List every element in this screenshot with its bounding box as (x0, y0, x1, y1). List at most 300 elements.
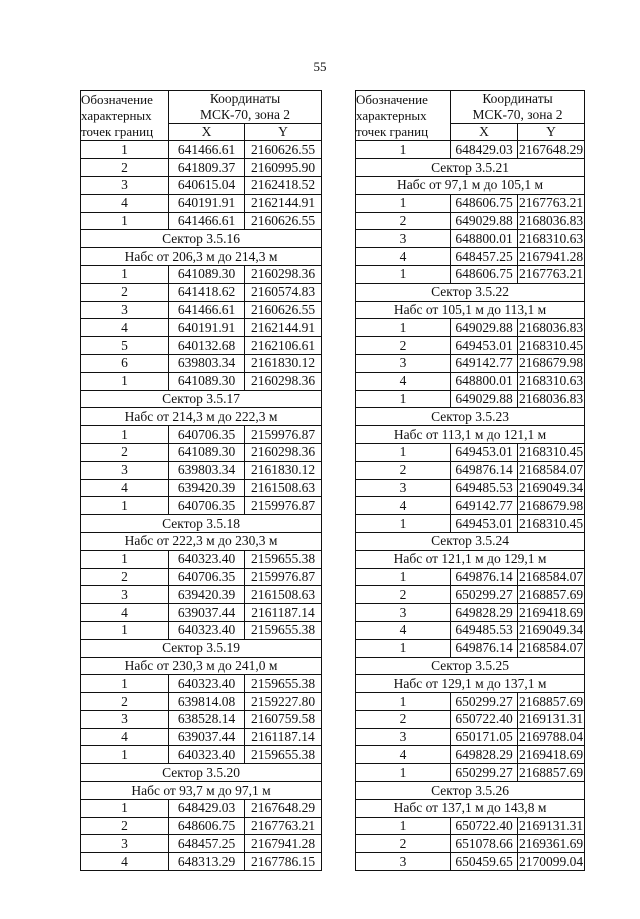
sector-label: Сектор 3.5.21 (356, 159, 585, 177)
table-row (81, 301, 322, 319)
header-designation-line: Обозначение (356, 92, 428, 107)
x-coordinate: 640323.40 (169, 550, 245, 568)
sector-label: Набс от 105,1 м до 113,1 м (356, 301, 585, 319)
x-coordinate: 649876.14 (451, 639, 518, 657)
point-number: 4 (356, 497, 451, 515)
x-coordinate: 651078.66 (451, 835, 518, 853)
sector-label-row (356, 283, 585, 301)
x-coordinate: 640615.04 (169, 176, 245, 194)
sector-label: Набс от 121,1 м до 129,1 м (356, 550, 585, 568)
point-number: 2 (81, 568, 169, 586)
y-coordinate: 2169418.69 (518, 604, 584, 620)
y-coordinate: 2168310.63 (518, 373, 584, 389)
y-coordinate: 2160626.55 (245, 212, 322, 230)
y-coordinate: 2159655.38 (245, 675, 322, 693)
sector-label: Набс от 206,3 м до 214,3 м (81, 248, 322, 266)
table-row (356, 604, 585, 622)
x-coordinate: 648313.29 (169, 853, 245, 871)
page-number: 55 (313, 59, 327, 74)
x-coordinate: 639803.34 (169, 461, 245, 479)
point-number: 2 (356, 835, 451, 853)
header-x: X (169, 123, 245, 141)
y-coordinate: 2167763.21 (245, 817, 322, 835)
point-number: 4 (356, 248, 451, 266)
point-number: 1 (356, 141, 451, 159)
point-number: 5 (81, 337, 169, 355)
x-coordinate: 639037.44 (169, 728, 245, 746)
y-coordinate: 2168857.69 (518, 764, 584, 780)
point-number: 4 (356, 372, 451, 390)
y-coordinate: 2168584.07 (518, 462, 584, 478)
y-coordinate: 2170099.04 (518, 853, 584, 869)
y-coordinate: 2169788.04 (518, 729, 584, 745)
y-coordinate: 2169049.34 (518, 480, 584, 496)
x-coordinate: 650722.40 (451, 817, 518, 835)
sector-label: Сектор 3.5.17 (81, 390, 322, 408)
point-number: 1 (81, 746, 169, 764)
table-row (356, 693, 585, 711)
x-coordinate: 640706.35 (169, 497, 245, 515)
sector-label-row (81, 408, 322, 426)
x-coordinate: 648457.25 (169, 835, 245, 853)
point-number: 1 (81, 799, 169, 817)
y-coordinate: 2169131.31 (518, 818, 584, 834)
sector-label-row (356, 782, 585, 800)
x-coordinate: 648800.01 (451, 230, 518, 248)
y-coordinate: 2160298.36 (245, 372, 322, 390)
header-designation (81, 91, 169, 141)
header-coordinates (169, 91, 322, 124)
point-number: 1 (356, 693, 451, 711)
point-number: 4 (81, 319, 169, 337)
point-number: 4 (81, 479, 169, 497)
table-row (81, 337, 322, 355)
y-coordinate: 2160298.36 (245, 443, 322, 461)
sector-label-row (356, 408, 585, 426)
y-coordinate: 2159227.80 (245, 693, 322, 711)
x-coordinate: 648800.01 (451, 372, 518, 390)
sector-label: Сектор 3.5.19 (81, 639, 322, 657)
table-row (356, 835, 585, 853)
x-coordinate: 640706.35 (169, 426, 245, 444)
y-coordinate: 2168310.63 (518, 230, 584, 246)
table-row (356, 461, 585, 479)
x-coordinate: 649142.77 (451, 497, 518, 515)
point-number: 2 (81, 693, 169, 711)
header-designation (356, 91, 451, 141)
sector-label-row (81, 248, 322, 266)
table-row (356, 354, 585, 372)
table-row (81, 479, 322, 497)
table-row (356, 372, 585, 390)
x-coordinate: 641418.62 (169, 283, 245, 301)
x-coordinate: 648606.75 (451, 194, 518, 212)
header-coordinates-line: Координаты (209, 91, 281, 106)
header-designation-line: Обозначение (81, 92, 153, 107)
sector-label-row (81, 532, 322, 550)
y-coordinate: 2162144.91 (245, 194, 322, 212)
y-coordinate: 2159655.38 (245, 746, 322, 764)
table-row (356, 141, 585, 159)
table-row (81, 194, 322, 212)
y-coordinate: 2160626.55 (245, 141, 322, 159)
y-coordinate: 2161187.14 (245, 728, 322, 746)
header-designation-line: характерных (81, 107, 152, 123)
x-coordinate: 640132.68 (169, 337, 245, 355)
x-coordinate: 650722.40 (451, 710, 518, 728)
sector-label: Сектор 3.5.16 (81, 230, 322, 248)
point-number: 3 (81, 835, 169, 853)
header-coordinates (451, 91, 585, 124)
y-coordinate: 2168584.07 (518, 569, 584, 585)
y-coordinate: 2168679.98 (518, 497, 584, 513)
table-row (81, 141, 322, 159)
x-coordinate: 648429.03 (169, 799, 245, 817)
table-row (356, 497, 585, 515)
point-number: 2 (356, 337, 451, 355)
sector-label-row (356, 675, 585, 693)
x-coordinate: 650299.27 (451, 586, 518, 604)
point-number: 2 (356, 212, 451, 230)
x-coordinate: 649029.88 (451, 212, 518, 230)
sector-label: Набс от 230,3 м до 241,0 м (81, 657, 322, 675)
table-row (81, 728, 322, 746)
coordinates-table-right (355, 90, 585, 871)
sector-label-row (81, 515, 322, 533)
table-row (81, 426, 322, 444)
point-number: 4 (81, 194, 169, 212)
table-row (356, 337, 585, 355)
point-number: 3 (356, 728, 451, 746)
point-number: 2 (81, 283, 169, 301)
y-coordinate: 2168857.69 (518, 693, 584, 709)
y-coordinate: 2160298.36 (245, 265, 322, 283)
sector-label: Набс от 214,3 м до 222,3 м (81, 408, 322, 426)
sector-label-row (356, 176, 585, 194)
point-number: 1 (81, 212, 169, 230)
x-coordinate: 649828.29 (451, 746, 518, 764)
sector-label-row (81, 230, 322, 248)
table-row (81, 568, 322, 586)
table-row (81, 212, 322, 230)
point-number: 1 (356, 390, 451, 408)
y-coordinate: 2161187.14 (245, 604, 322, 622)
table-row (81, 159, 322, 177)
sector-label-row (356, 159, 585, 177)
y-coordinate: 2159976.87 (245, 497, 322, 515)
table-row (81, 835, 322, 853)
point-number: 4 (356, 746, 451, 764)
table-row (81, 354, 322, 372)
y-coordinate: 2159976.87 (245, 426, 322, 444)
x-coordinate: 640191.91 (169, 194, 245, 212)
sector-label: Набс от 222,3 м до 230,3 м (81, 532, 322, 550)
sector-label: Набс от 93,7 м до 97,1 м (81, 782, 322, 800)
y-coordinate: 2168036.83 (518, 391, 584, 407)
point-number: 3 (81, 176, 169, 194)
point-number: 1 (356, 515, 451, 533)
x-coordinate: 648606.75 (451, 265, 518, 283)
y-coordinate: 2169361.69 (518, 835, 584, 851)
x-coordinate: 648457.25 (451, 248, 518, 266)
sector-label: Сектор 3.5.24 (356, 532, 585, 550)
y-coordinate: 2160995.90 (245, 159, 322, 177)
point-number: 1 (81, 675, 169, 693)
table-row (81, 621, 322, 639)
table-row (81, 372, 322, 390)
x-coordinate: 649876.14 (451, 568, 518, 586)
y-coordinate: 2169049.34 (518, 622, 584, 638)
x-coordinate: 650171.05 (451, 728, 518, 746)
point-number: 3 (356, 853, 451, 871)
table-row (356, 621, 585, 639)
table-row (356, 639, 585, 657)
table-row (356, 586, 585, 604)
x-coordinate: 650459.65 (451, 853, 518, 871)
point-number: 6 (81, 354, 169, 372)
y-coordinate: 2160626.55 (245, 301, 322, 319)
table-body-left (81, 141, 322, 871)
header-designation-line: точек границ (81, 123, 154, 139)
point-number: 1 (356, 443, 451, 461)
x-coordinate: 641466.61 (169, 141, 245, 159)
sector-label-row (81, 782, 322, 800)
point-number: 3 (356, 230, 451, 248)
point-number: 2 (81, 159, 169, 177)
header-y: Y (518, 123, 585, 141)
x-coordinate: 639814.08 (169, 693, 245, 711)
x-coordinate: 650299.27 (451, 693, 518, 711)
header-designation-line: точек границ (356, 123, 429, 139)
x-coordinate: 638528.14 (169, 710, 245, 728)
sector-label-row (356, 799, 585, 817)
x-coordinate: 650299.27 (451, 764, 518, 782)
header-coordinates-line: МСК-70, зона 2 (199, 106, 291, 122)
point-number: 4 (81, 853, 169, 871)
x-coordinate: 649029.88 (451, 319, 518, 337)
table-row (81, 319, 322, 337)
point-number: 1 (81, 141, 169, 159)
table-body-right (356, 141, 585, 871)
header-y: Y (245, 123, 322, 141)
table-row (81, 604, 322, 622)
sector-label: Набс от 113,1 м до 121,1 м (356, 426, 585, 444)
y-coordinate: 2162418.52 (245, 176, 322, 194)
table-row (356, 212, 585, 230)
table-row (356, 853, 585, 871)
y-coordinate: 2168310.45 (518, 444, 584, 460)
header-coordinates-line: МСК-70, зона 2 (472, 106, 563, 122)
table-row (81, 461, 322, 479)
point-number: 4 (81, 604, 169, 622)
point-number: 3 (81, 301, 169, 319)
x-coordinate: 649453.01 (451, 337, 518, 355)
y-coordinate: 2161830.12 (245, 354, 322, 372)
x-coordinate: 639803.34 (169, 354, 245, 372)
table-row (356, 248, 585, 266)
table-row (356, 515, 585, 533)
point-number: 3 (81, 710, 169, 728)
point-number: 2 (356, 461, 451, 479)
table-row (356, 265, 585, 283)
point-number: 1 (356, 817, 451, 835)
x-coordinate: 640191.91 (169, 319, 245, 337)
point-number: 2 (356, 710, 451, 728)
sector-label-row (81, 657, 322, 675)
point-number: 3 (356, 479, 451, 497)
sector-label-row (356, 301, 585, 319)
table-row (81, 176, 322, 194)
y-coordinate: 2167648.29 (518, 141, 584, 157)
y-coordinate: 2159655.38 (245, 550, 322, 568)
point-number: 1 (356, 764, 451, 782)
point-number: 3 (356, 604, 451, 622)
y-coordinate: 2161830.12 (245, 461, 322, 479)
x-coordinate: 641466.61 (169, 301, 245, 319)
table-row (356, 443, 585, 461)
y-coordinate: 2168679.98 (518, 355, 584, 371)
coordinates-table-left (80, 90, 322, 871)
y-coordinate: 2162144.91 (245, 319, 322, 337)
point-number: 1 (81, 426, 169, 444)
sector-label: Сектор 3.5.20 (81, 764, 322, 782)
sector-label: Сектор 3.5.18 (81, 515, 322, 533)
sector-label-row (81, 390, 322, 408)
sector-label: Набс от 97,1 м до 105,1 м (356, 176, 585, 194)
point-number: 1 (81, 372, 169, 390)
x-coordinate: 648429.03 (451, 141, 518, 159)
x-coordinate: 649029.88 (451, 390, 518, 408)
table-row (356, 568, 585, 586)
x-coordinate: 649453.01 (451, 443, 518, 461)
y-coordinate: 2167648.29 (245, 799, 322, 817)
table-row (81, 586, 322, 604)
x-coordinate: 649876.14 (451, 461, 518, 479)
x-coordinate: 649828.29 (451, 604, 518, 622)
point-number: 1 (356, 194, 451, 212)
point-number: 1 (356, 568, 451, 586)
point-number: 1 (356, 639, 451, 657)
x-coordinate: 641809.37 (169, 159, 245, 177)
table-row (81, 746, 322, 764)
y-coordinate: 2161508.63 (245, 479, 322, 497)
y-coordinate: 2159976.87 (245, 568, 322, 586)
table-row (81, 550, 322, 568)
header-designation-line: характерных (356, 107, 427, 123)
y-coordinate: 2160574.83 (245, 283, 322, 301)
point-number: 2 (356, 586, 451, 604)
point-number: 2 (81, 443, 169, 461)
sector-label-row (356, 532, 585, 550)
y-coordinate: 2168036.83 (518, 319, 584, 335)
y-coordinate: 2167941.28 (518, 248, 584, 264)
table-row (356, 194, 585, 212)
x-coordinate: 640323.40 (169, 746, 245, 764)
sector-label: Набс от 137,1 м до 143,8 м (356, 799, 585, 817)
x-coordinate: 639420.39 (169, 479, 245, 497)
table-row (81, 497, 322, 515)
y-coordinate: 2168857.69 (518, 586, 584, 602)
sector-label: Набс от 129,1 м до 137,1 м (356, 675, 585, 693)
y-coordinate: 2161508.63 (245, 586, 322, 604)
point-number: 1 (81, 497, 169, 515)
y-coordinate: 2168036.83 (518, 213, 584, 229)
sector-label: Сектор 3.5.23 (356, 408, 585, 426)
table-row (356, 710, 585, 728)
table-row (356, 817, 585, 835)
x-coordinate: 649485.53 (451, 621, 518, 639)
y-coordinate: 2167763.21 (518, 266, 584, 282)
table-row (81, 710, 322, 728)
x-coordinate: 639420.39 (169, 586, 245, 604)
point-number: 1 (356, 265, 451, 283)
y-coordinate: 2167786.15 (245, 853, 322, 871)
table-row (356, 479, 585, 497)
table-row (81, 265, 322, 283)
x-coordinate: 648606.75 (169, 817, 245, 835)
x-coordinate: 640323.40 (169, 675, 245, 693)
table-row (81, 817, 322, 835)
y-coordinate: 2169418.69 (518, 746, 584, 762)
y-coordinate: 2167941.28 (245, 835, 322, 853)
y-coordinate: 2159655.38 (245, 621, 322, 639)
x-coordinate: 641089.30 (169, 443, 245, 461)
table-row (81, 693, 322, 711)
sector-label-row (81, 764, 322, 782)
table-row (81, 443, 322, 461)
point-number: 1 (81, 550, 169, 568)
table-row (356, 230, 585, 248)
table-row (356, 746, 585, 764)
point-number: 4 (81, 728, 169, 746)
point-number: 3 (81, 586, 169, 604)
point-number: 1 (81, 265, 169, 283)
sector-label: Сектор 3.5.26 (356, 782, 585, 800)
sector-label: Сектор 3.5.22 (356, 283, 585, 301)
header-coordinates-line: Координаты (482, 91, 553, 106)
x-coordinate: 641466.61 (169, 212, 245, 230)
point-number: 3 (356, 354, 451, 372)
table-row (81, 799, 322, 817)
x-coordinate: 649485.53 (451, 479, 518, 497)
y-coordinate: 2168310.45 (518, 337, 584, 353)
y-coordinate: 2168584.07 (518, 640, 584, 656)
table-row (81, 675, 322, 693)
x-coordinate: 649142.77 (451, 354, 518, 372)
point-number: 1 (81, 621, 169, 639)
table-row (356, 764, 585, 782)
sector-label-row (356, 657, 585, 675)
table-row (81, 283, 322, 301)
table-row (356, 390, 585, 408)
table-row (356, 728, 585, 746)
y-coordinate: 2162106.61 (245, 337, 322, 355)
y-coordinate: 2167763.21 (518, 195, 584, 211)
table-row (356, 319, 585, 337)
point-number: 4 (356, 621, 451, 639)
point-number: 3 (81, 461, 169, 479)
x-coordinate: 641089.30 (169, 372, 245, 390)
header-x: X (451, 123, 518, 141)
x-coordinate: 639037.44 (169, 604, 245, 622)
sector-label-row (81, 639, 322, 657)
sector-label: Сектор 3.5.25 (356, 657, 585, 675)
x-coordinate: 640706.35 (169, 568, 245, 586)
y-coordinate: 2160759.58 (245, 710, 322, 728)
table-row (81, 853, 322, 871)
y-coordinate: 2169131.31 (518, 711, 584, 727)
x-coordinate: 641089.30 (169, 265, 245, 283)
